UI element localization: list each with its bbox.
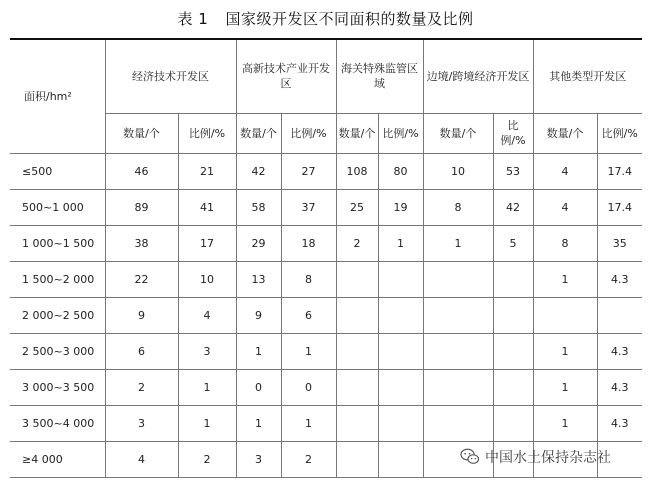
group-header: 边境/跨境经济开发区 bbox=[423, 39, 533, 113]
table-cell: 80 bbox=[378, 153, 423, 189]
table-cell: 10 bbox=[178, 261, 236, 297]
subcol-header: 比例/% bbox=[281, 113, 336, 153]
table-cell: 1 bbox=[236, 405, 281, 441]
table-cell: 1 bbox=[281, 405, 336, 441]
table-cell bbox=[336, 369, 378, 405]
wechat-icon bbox=[460, 448, 480, 466]
group-header: 其他类型开发区 bbox=[533, 39, 642, 113]
table-title bbox=[0, 8, 651, 29]
table-cell bbox=[493, 405, 533, 441]
table-cell bbox=[378, 261, 423, 297]
table-cell: 1 bbox=[178, 369, 236, 405]
table-cell: 4 bbox=[533, 189, 597, 225]
row-area-range: 1 500~2 000 bbox=[10, 261, 105, 297]
subcol-header: 比例/% bbox=[597, 113, 642, 153]
table-cell: 1 bbox=[236, 333, 281, 369]
table-cell: 35 bbox=[597, 225, 642, 261]
table-cell: 4.3 bbox=[597, 369, 642, 405]
table-cell: 8 bbox=[533, 225, 597, 261]
table-cell: 9 bbox=[236, 297, 281, 333]
table-cell: 9 bbox=[105, 297, 178, 333]
table-cell: 1 bbox=[533, 405, 597, 441]
table-cell: 4.3 bbox=[597, 333, 642, 369]
table-cell: 1 bbox=[533, 369, 597, 405]
header-row-subcols bbox=[10, 113, 642, 153]
table-row bbox=[10, 405, 642, 441]
table-cell: 4.3 bbox=[597, 405, 642, 441]
table-cell: 37 bbox=[281, 189, 336, 225]
table-cell: 0 bbox=[281, 369, 336, 405]
table-cell: 1 bbox=[178, 405, 236, 441]
subcol-header: 数量/个 bbox=[236, 113, 281, 153]
row-area-range: 2 500~3 000 bbox=[10, 333, 105, 369]
area-statistics-table bbox=[10, 38, 642, 478]
row-area-range: ≥4 000 bbox=[10, 441, 105, 477]
table-cell: 89 bbox=[105, 189, 178, 225]
table-cell bbox=[423, 261, 493, 297]
table-cell bbox=[423, 369, 493, 405]
table-cell bbox=[423, 333, 493, 369]
row-area-range: 1 000~1 500 bbox=[10, 225, 105, 261]
table-number: 表 1 bbox=[177, 10, 209, 28]
table-row bbox=[10, 189, 642, 225]
table-cell: 8 bbox=[281, 261, 336, 297]
subcol-header: 数量/个 bbox=[105, 113, 178, 153]
table-row bbox=[10, 153, 642, 189]
table-cell bbox=[378, 369, 423, 405]
table-cell bbox=[493, 297, 533, 333]
table-cell: 1 bbox=[378, 225, 423, 261]
subcol-header: 比例/% bbox=[178, 113, 236, 153]
header-row-groups bbox=[10, 39, 642, 113]
table-cell: 29 bbox=[236, 225, 281, 261]
area-column-header: 面积/hm² bbox=[10, 39, 105, 153]
table-cell: 1 bbox=[281, 333, 336, 369]
table-cell: 42 bbox=[493, 189, 533, 225]
table-cell bbox=[336, 261, 378, 297]
table-cell: 6 bbox=[105, 333, 178, 369]
table-cell: 46 bbox=[105, 153, 178, 189]
table-cell: 17.4 bbox=[597, 153, 642, 189]
subcol-header: 数量/个 bbox=[336, 113, 378, 153]
table-cell: 17.4 bbox=[597, 189, 642, 225]
table-cell: 5 bbox=[493, 225, 533, 261]
table-cell: 4.3 bbox=[597, 261, 642, 297]
table-cell: 8 bbox=[423, 189, 493, 225]
group-header: 海关特殊监管区域 bbox=[336, 39, 423, 113]
table-cell: 2 bbox=[178, 441, 236, 477]
table-cell: 19 bbox=[378, 189, 423, 225]
table-cell: 58 bbox=[236, 189, 281, 225]
table-row bbox=[10, 225, 642, 261]
group-header: 经济技术开发区 bbox=[105, 39, 236, 113]
table-cell bbox=[336, 405, 378, 441]
table-cell: 1 bbox=[533, 261, 597, 297]
table-cell bbox=[378, 297, 423, 333]
table-cell: 1 bbox=[423, 225, 493, 261]
table-cell: 21 bbox=[178, 153, 236, 189]
table-cell bbox=[336, 297, 378, 333]
table-cell bbox=[378, 405, 423, 441]
table-cell: 2 bbox=[336, 225, 378, 261]
table-cell: 4 bbox=[178, 297, 236, 333]
table-cell bbox=[378, 441, 423, 477]
table-row bbox=[10, 297, 642, 333]
table-cell: 1 bbox=[533, 333, 597, 369]
table-cell bbox=[423, 405, 493, 441]
table-cell bbox=[336, 333, 378, 369]
table-cell: 17 bbox=[178, 225, 236, 261]
table-cell bbox=[423, 297, 493, 333]
subcol-header: 数量/个 bbox=[533, 113, 597, 153]
table-cell: 3 bbox=[105, 405, 178, 441]
table-cell: 25 bbox=[336, 189, 378, 225]
table-cell: 4 bbox=[105, 441, 178, 477]
table-cell: 0 bbox=[236, 369, 281, 405]
table-cell: 22 bbox=[105, 261, 178, 297]
table-cell bbox=[493, 369, 533, 405]
table-row bbox=[10, 261, 642, 297]
table-row bbox=[10, 333, 642, 369]
subcol-header: 数量/个 bbox=[423, 113, 493, 153]
table-row bbox=[10, 369, 642, 405]
table-body bbox=[10, 153, 642, 477]
table-cell: 53 bbox=[493, 153, 533, 189]
row-area-range: 500~1 000 bbox=[10, 189, 105, 225]
subcol-header: 比例/% bbox=[493, 113, 533, 153]
watermark bbox=[460, 446, 611, 468]
table-caption: 国家级开发区不同面积的数量及比例 bbox=[225, 10, 474, 28]
table-cell: 42 bbox=[236, 153, 281, 189]
table-cell: 3 bbox=[178, 333, 236, 369]
table-cell bbox=[597, 297, 642, 333]
table-cell: 3 bbox=[236, 441, 281, 477]
subcol-header: 比例/% bbox=[378, 113, 423, 153]
table-cell: 10 bbox=[423, 153, 493, 189]
table-cell bbox=[493, 261, 533, 297]
table-cell: 6 bbox=[281, 297, 336, 333]
row-area-range: 3 500~4 000 bbox=[10, 405, 105, 441]
table-cell: 13 bbox=[236, 261, 281, 297]
row-area-range: ≤500 bbox=[10, 153, 105, 189]
table-cell: 38 bbox=[105, 225, 178, 261]
table-cell: 2 bbox=[105, 369, 178, 405]
table-cell: 2 bbox=[281, 441, 336, 477]
table-cell: 18 bbox=[281, 225, 336, 261]
table-cell bbox=[378, 333, 423, 369]
table-cell: 41 bbox=[178, 189, 236, 225]
table-cell bbox=[336, 441, 378, 477]
table-cell: 108 bbox=[336, 153, 378, 189]
table-cell: 27 bbox=[281, 153, 336, 189]
table-cell bbox=[493, 333, 533, 369]
row-area-range: 2 000~2 500 bbox=[10, 297, 105, 333]
table-cell bbox=[533, 297, 597, 333]
watermark-text: 中国水土保持杂志社 bbox=[485, 450, 611, 466]
table-cell: 4 bbox=[533, 153, 597, 189]
row-area-range: 3 000~3 500 bbox=[10, 369, 105, 405]
group-header: 高新技术产业开发区 bbox=[236, 39, 336, 113]
